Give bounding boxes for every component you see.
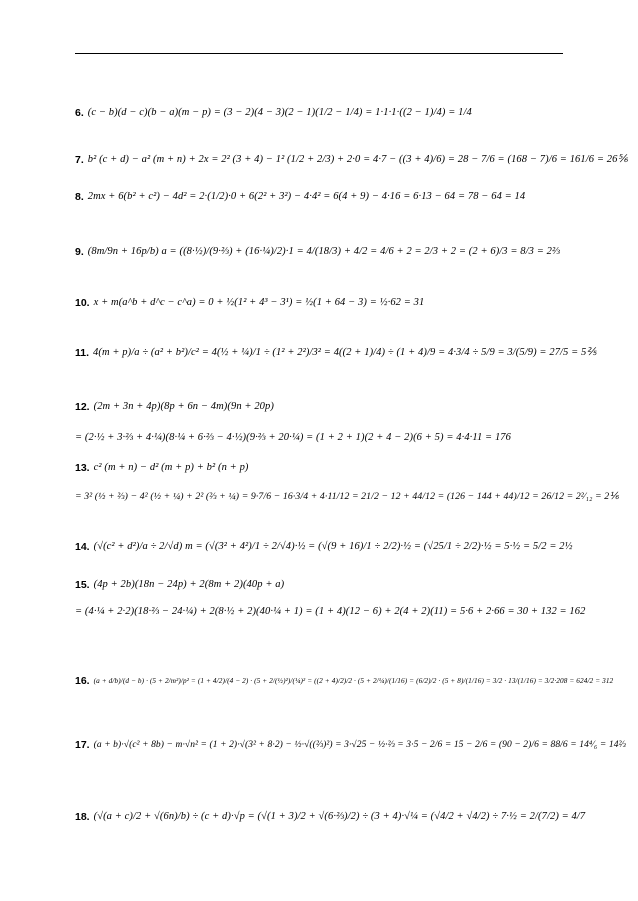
equation-line: 4(m + p)/a ÷ (a² + b²)/c² = 4(½ + ¼)/1 ÷ (1² + 2²)/3² = 4((2 + 1)/4) ÷ (1 + 4)/9 = 4·3/4 ÷ 5/9 = 3/(5/9) = 27/5 = 5⅖: [93, 347, 597, 358]
problem-13: [75, 462, 619, 502]
problem-10: [75, 298, 575, 309]
equation-line: x + m(a^b + d^c − c^a) = 0 + ½(1² + 4³ − 3¹) = ½(1 + 64 − 3) = ½·62 = 31: [93, 297, 425, 308]
equation-line: = (4·¼ + 2·2)(18·⅔ − 24·¼) + 2(8·½ + 2)(40·¼ + 1) = (1 + 4)(12 − 6) + 2(4 + 2)(11) = 5·6 + 2·66 = 30 + 132 = 162: [75, 605, 586, 617]
header-rule: [75, 53, 563, 54]
problem-number: 8.: [75, 191, 84, 203]
problem-number: 15.: [75, 579, 90, 591]
problem-number: 7.: [75, 154, 84, 166]
problem-number: 11.: [75, 347, 90, 359]
problem-number: 6.: [75, 107, 84, 119]
equation-line: (√(a + c)/2 + √(6n)/b) ÷ (c + d)·√p = (√(1 + 3)/2 + √(6·⅔)/2) ÷ (3 + 4)·√¼ = (√4/2 + √4/2) ÷ 7·½ = 2/(7/2) = 4/7: [93, 811, 586, 822]
equation-line: (a + d/b)/(d − b) · (5 + 2/m²)/p² = (1 + 4/2)/(4 − 2) · (5 + 2/(½)²)/(¼)² = ((2 + 4)/2)/2 · (5 + 2/¼)/(1/16) = (6/2)/2 · (5 + 8)/(1/16) = 3/2 · 13/(1/16) = 3/2·208 = 624/2 = 312: [93, 676, 614, 685]
equation-line: = (2·½ + 3·⅔ + 4·¼)(8·¼ + 6·⅔ − 4·½)(9·⅔ + 20·¼) = (1 + 2 + 1)(2 + 4 − 2)(6 + 5) = 4·4·11 = 176: [75, 431, 512, 443]
problem-12: [75, 402, 575, 443]
problem-number: 17.: [75, 739, 90, 751]
problem-18: [75, 811, 586, 823]
problem-number: 12.: [75, 401, 90, 413]
equation-line: b² (c + d) − a² (m + n) + 2x = 2² (3 + 4) − 1² (1/2 + 2/3) + 2·0 = 4·7 − ((3 + 4)/6) = 28 − 7/6 = (168 − 7)/6 = 161/6 = 26⅚: [87, 154, 628, 165]
problem-8: [75, 192, 575, 203]
problem-11: [75, 347, 597, 359]
problem-number: 10.: [75, 297, 90, 309]
equation-line: (a + b)·√(c² + 8b) − m·√n² = (1 + 2)·√(3² + 8·2) − ½·√((⅔)²) = 3·√25 − ½·⅔ = 3·5 − 2/6 = 15 − 2/6 = (90 − 2)/6 = 88/6 = 14⁴⁄₆ = 14⅔: [93, 739, 626, 750]
equation-line: (√(c² + d²)/a ÷ 2/√d) m = (√(3² + 4²)/1 ÷ 2/√4)·½ = (√(9 + 16)/1 ÷ 2/2)·½ = (√25/1 ÷ 2/2)·½ = 5·½ = 5/2 = 2½: [93, 541, 573, 552]
problem-14: [75, 542, 575, 553]
equation-line: 2mx + 6(b² + c²) − 4d² = 2·(1/2)·0 + 6(2² + 3²) − 4·4² = 6(4 + 9) − 4·16 = 6·13 − 64 = 78 − 64 = 14: [87, 191, 526, 202]
problem-7: [75, 154, 628, 166]
equation-line: c² (m + n) − d² (m + p) + b² (n + p): [93, 462, 249, 473]
problem-16: [75, 675, 614, 687]
problem-number: 13.: [75, 462, 90, 474]
equation-line: (2m + 3n + 4p)(8p + 6n − 4m)(9n + 20p): [93, 401, 274, 412]
problem-number: 14.: [75, 541, 90, 553]
problem-9: [75, 247, 575, 258]
equation-line: (8m/9n + 16p/b) a = ((8·½)/(9·⅔) + (16·¼)/2)·1 = 4/(18/3) + 4/2 = 4/6 + 2 = 2/3 + 2 = (2 + 6)/3 = 8/3 = 2⅔: [87, 246, 560, 257]
problem-15: [75, 579, 586, 617]
problem-number: 18.: [75, 811, 90, 823]
problem-17: [75, 739, 626, 751]
equation-line: = 3² (½ + ⅔) − 4² (½ + ¼) + 2² (⅔ + ¼) = 9·7/6 − 16·3/4 + 4·11/12 = 21/2 − 12 + 44/12 = (126 − 144 + 44)/12 = 26/12 = 2²⁄₁₂ = 2⅙: [75, 490, 619, 502]
problem-6: [75, 108, 575, 119]
equation-line: (4p + 2b)(18n − 24p) + 2(8m + 2)(40p + a): [93, 579, 285, 590]
problem-number: 16.: [75, 675, 90, 687]
problem-number: 9.: [75, 246, 84, 258]
equation-line: (c − b)(d − c)(b − a)(m − p) = (3 − 2)(4 − 3)(2 − 1)(1/2 − 1/4) = 1·1·1·((2 − 1)/4) = 1/4: [87, 107, 472, 118]
